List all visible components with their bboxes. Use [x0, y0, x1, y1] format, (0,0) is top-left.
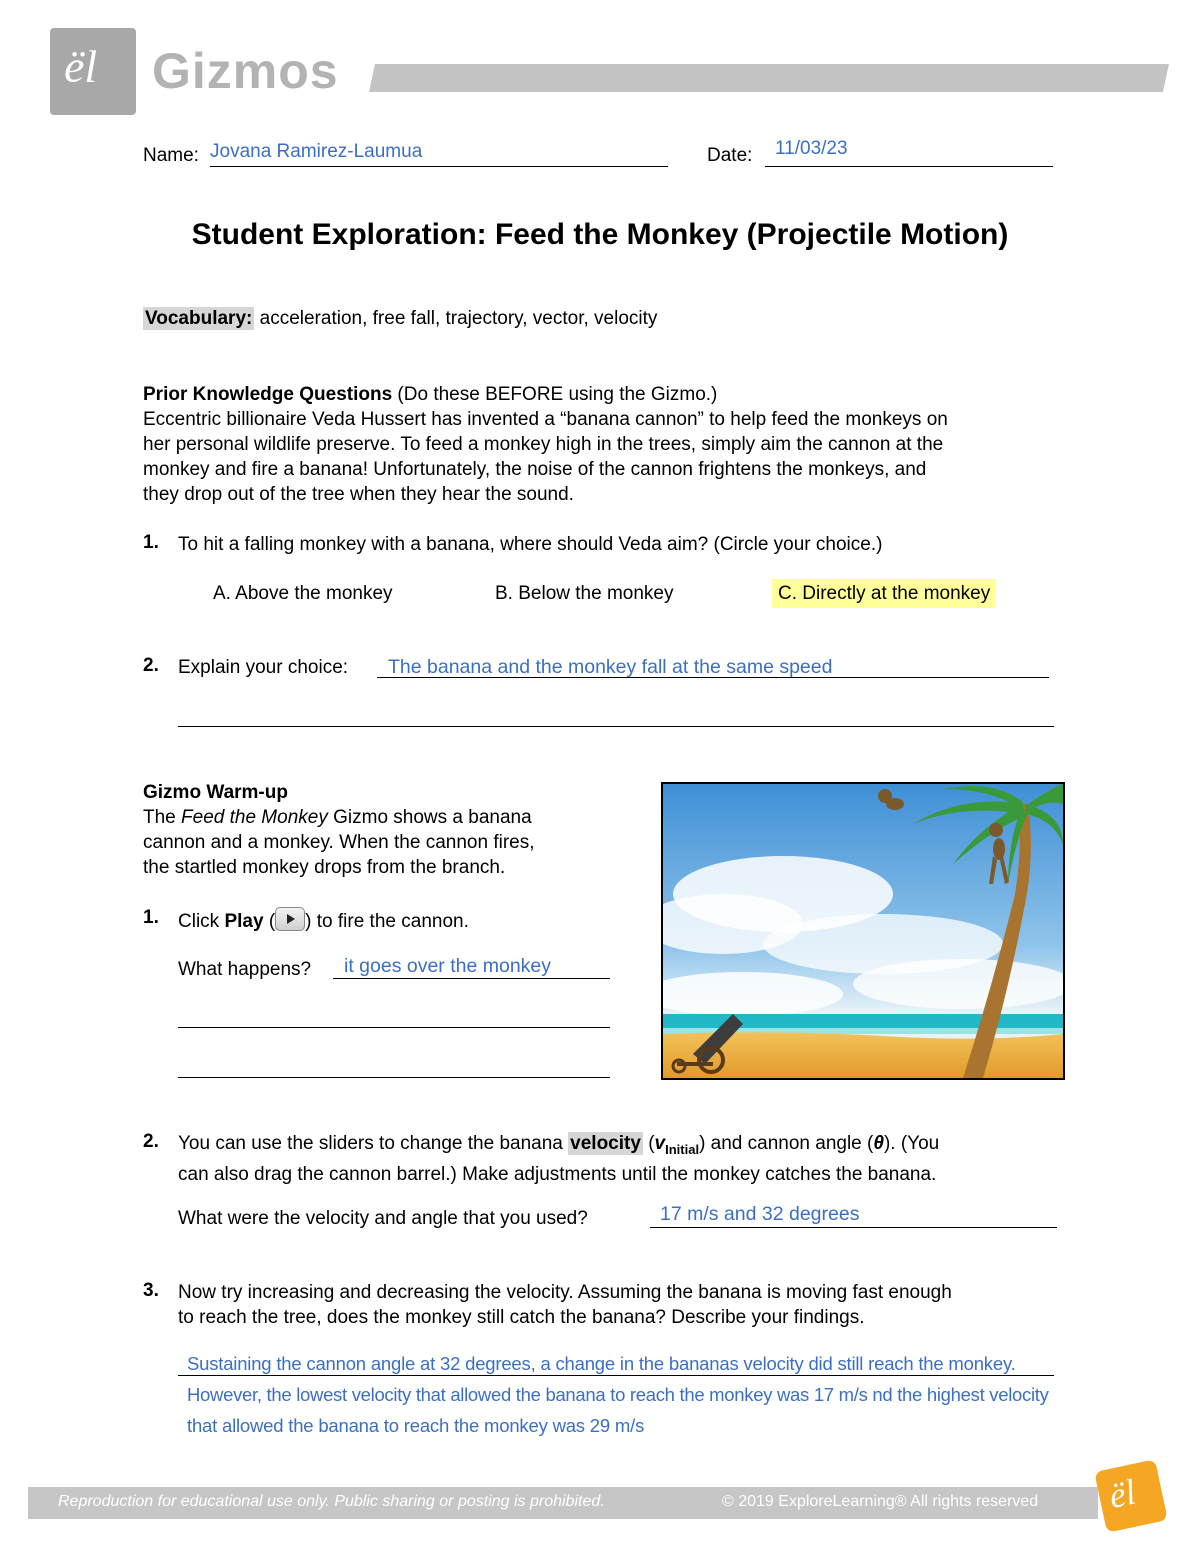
- q2-answer-field[interactable]: The banana and the monkey fall at the same speed: [388, 656, 833, 678]
- q1-play-text: Play: [224, 911, 264, 932]
- choice-a[interactable]: A. Above the monkey: [213, 583, 393, 604]
- header-bar: [369, 64, 1169, 92]
- vocabulary-label: Vocabulary:: [145, 308, 253, 329]
- footer-logo-glyph: ël: [1105, 1471, 1140, 1517]
- q1-close-text: ) to fire the cannon.: [305, 911, 469, 932]
- prior-q1-text: To hit a falling monkey with a banana, where should Veda aim? (Circle your choice.): [178, 534, 883, 555]
- q2-text: can also drag the cannon barrel.) Make adjustments until the monkey catches the banana.: [178, 1163, 937, 1185]
- page-title: Student Exploration: Feed the Monkey (Projectile Motion): [191, 218, 1009, 251]
- q2-text: ). (You: [883, 1133, 940, 1154]
- warmup-q1-number: 1.: [143, 907, 159, 928]
- intro-italic: Feed the Monkey: [181, 807, 328, 828]
- play-icon: [275, 907, 305, 931]
- vocabulary: [143, 306, 657, 331]
- q3-text: Now try increasing and decreasing the velocity. Assuming the banana is moving fast enough: [178, 1282, 952, 1303]
- intro-text: cannon and a monkey. When the cannon fires,: [143, 832, 535, 853]
- gizmo-screenshot: [661, 782, 1065, 1080]
- warmup-q2-line: [650, 1227, 1057, 1228]
- prior-heading-note: (Do these BEFORE using the Gizmo.): [392, 384, 718, 405]
- q2-v-symbol: v: [654, 1133, 666, 1154]
- warmup-q1-line-2: [178, 1027, 610, 1028]
- warmup-q2-ask: What were the velocity and angle that you used?: [178, 1208, 588, 1229]
- intro-text: Gizmo shows a banana: [327, 807, 532, 828]
- date-label: Date:: [707, 145, 753, 166]
- q2-text: You can use the sliders to change the banana: [178, 1133, 569, 1154]
- name-label: Name:: [143, 145, 199, 166]
- q1-click-text: Click: [178, 911, 225, 932]
- footer-copyright: © 2019 ExploreLearning® All rights reserved: [722, 1493, 1039, 1510]
- warmup-q3-text: [178, 1280, 1078, 1330]
- prior-paragraph: [143, 407, 1073, 507]
- name-field[interactable]: Jovana Ramirez-Laumua: [210, 141, 423, 162]
- prior-q2-number: 2.: [143, 655, 159, 676]
- date-line: [765, 166, 1053, 167]
- warmup-q2-text: [178, 1131, 1078, 1187]
- warmup-heading: Gizmo Warm-up: [143, 782, 288, 803]
- warmup-q1-line: [333, 978, 610, 979]
- warmup-intro: [143, 805, 623, 880]
- warmup-q3-line: [178, 1375, 1054, 1376]
- vocabulary-text: acceleration, free fall, trajectory, vector, velocity: [254, 308, 658, 329]
- warmup-q1-line-3: [178, 1077, 610, 1078]
- warmup-q1-ask: What happens?: [178, 959, 312, 980]
- prior-paragraph-line: monkey and fire a banana! Unfortunately, the noise of the cannon frightens the monkeys, and: [143, 459, 927, 480]
- q2-answer-line-2: [178, 726, 1054, 727]
- choice-b[interactable]: B. Below the monkey: [495, 583, 674, 604]
- choice-c-selected[interactable]: C. Directly at the monkey: [772, 579, 996, 608]
- q2-initial-subscript: Initial: [665, 1141, 700, 1157]
- prior-heading: Prior Knowledge Questions: [143, 384, 393, 405]
- warmup-q3-number: 3.: [143, 1280, 159, 1301]
- warmup-q3-answer-line-3[interactable]: that allowed the banana to reach the monkey was 29 m/s: [187, 1415, 645, 1436]
- prior-paragraph-line: they drop out of the tree when they hear the sound.: [143, 484, 574, 505]
- beach-scene-illustration: [663, 784, 1063, 1078]
- q2-text: (: [642, 1133, 655, 1154]
- q2-velocity-term: velocity: [570, 1133, 641, 1154]
- warmup-q1-text: [178, 907, 469, 934]
- prior-q2-text: Explain your choice:: [178, 657, 349, 678]
- q2-text: ) and cannon angle (: [699, 1133, 874, 1154]
- intro-text: The: [143, 807, 182, 828]
- explorelearning-logo-glyph: ël: [64, 41, 98, 92]
- prior-paragraph-line: Eccentric billionaire Veda Hussert has invented a “banana cannon” to help feed the monkeys on: [143, 409, 948, 430]
- prior-paragraph-line: her personal wildlife preserve. To feed a monkey high in the trees, simply aim the cannon at the: [143, 434, 944, 455]
- q1-paren: (: [263, 911, 276, 932]
- date-field[interactable]: 11/03/23: [775, 138, 848, 159]
- prior-q1-number: 1.: [143, 532, 159, 553]
- explorelearning-footer-logo: [1094, 1459, 1168, 1533]
- warmup-q2-answer[interactable]: 17 m/s and 32 degrees: [660, 1203, 860, 1225]
- gizmos-logo-badge: [50, 28, 136, 115]
- warmup-q1-answer[interactable]: it goes over the monkey: [344, 955, 552, 977]
- prior-knowledge-heading: [143, 382, 717, 407]
- q3-text: to reach the tree, does the monkey still catch the banana? Describe your findings.: [178, 1307, 865, 1328]
- warmup-q3-answer-line-2[interactable]: However, the lowest velocity that allowed the banana to reach the monkey was 17 m/s nd the highest velocity: [187, 1384, 1049, 1405]
- footer-disclaimer: Reproduction for educational use only. Public sharing or posting is prohibited.: [58, 1493, 605, 1510]
- intro-text: the startled monkey drops from the branch.: [143, 857, 506, 878]
- name-line: [210, 166, 668, 167]
- warmup-q2-number: 2.: [143, 1131, 159, 1152]
- warmup-q3-answer-line-1[interactable]: Sustaining the cannon angle at 32 degrees, a change in the bananas velocity did still reach the monkey.: [187, 1353, 1016, 1374]
- gizmos-logo-text: Gizmos: [152, 43, 339, 99]
- q2-theta-symbol: θ: [873, 1133, 884, 1154]
